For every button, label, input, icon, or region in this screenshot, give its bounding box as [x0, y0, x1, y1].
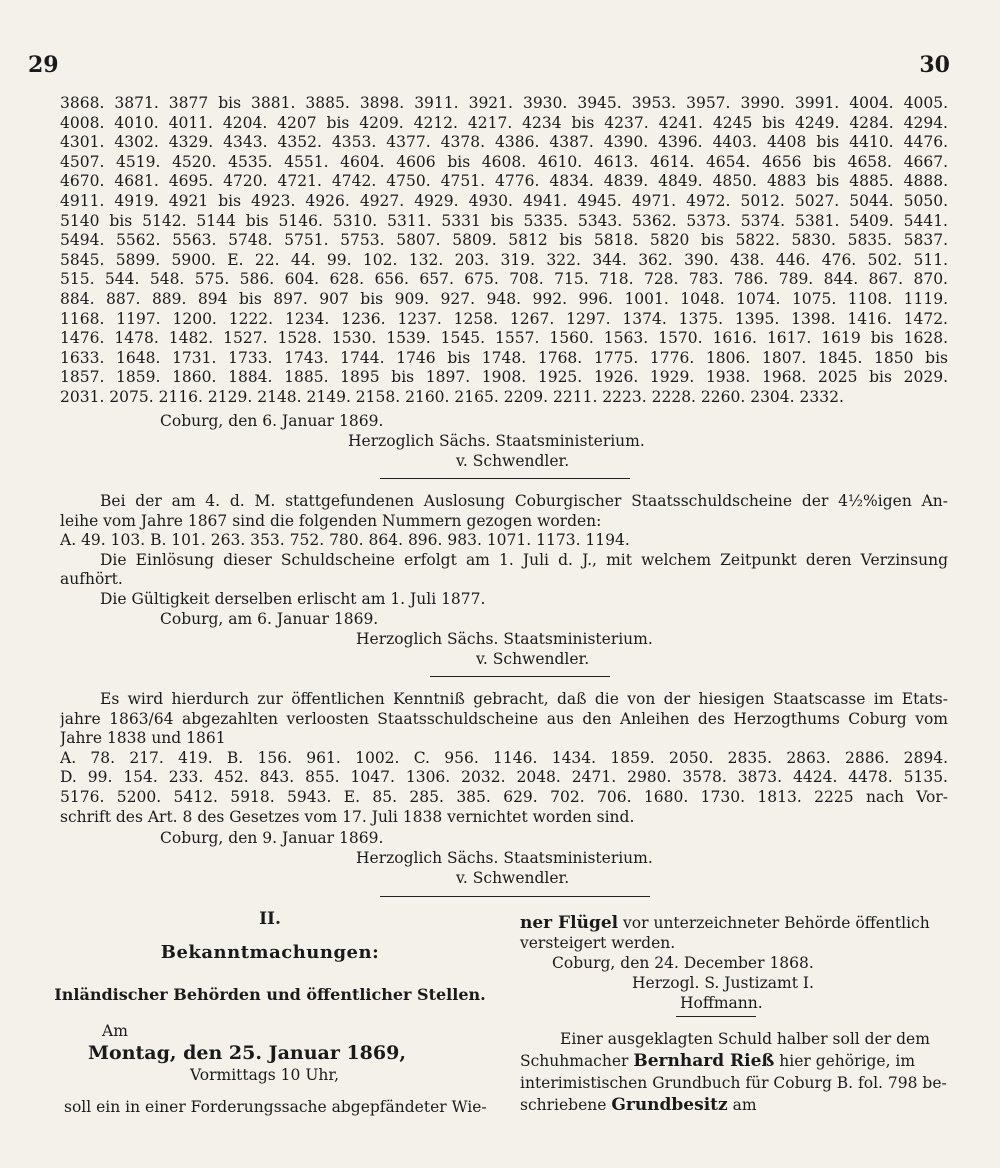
text-line: Die Einlösung dieser Schuldscheine erfolgt am 1. Juli d. J., mit welchem Zeitpunkt deren Verzinsung — [100, 550, 948, 569]
text-line: 884. 887. 889. 894 bis 897. 907 bis 909. 927. 948. 992. 996. 1001. 1048. 1074. 1075. 1108. 1119. — [60, 289, 948, 308]
text-line: 4911. 4919. 4921 bis 4923. 4926. 4927. 4929. 4930. 4941. 4945. 4971. 4972. 5012. 5027. 5044. 5050. — [60, 191, 948, 210]
text-line: A. 49. 103. B. 101. 263. 353. 752. 780. 864. 896. 983. 1071. 1173. 1194. — [60, 531, 630, 550]
page-number-right: 30 — [919, 52, 950, 78]
text-line: 4670. 4681. 4695. 4720. 4721. 4742. 4750. 4751. 4776. 4834. 4839. 4849. 4850. 4883 bis 4885. 4888. — [60, 172, 948, 191]
right-col-signer: Hoffmann. — [680, 994, 763, 1012]
announcement-1867-loan — [60, 492, 948, 610]
text-line: A. 78. 217. 419. B. 156. 961. 1002. C. 956. 1146. 1434. 1859. 2050. 2835. 2863. 2886. 2894. — [60, 748, 948, 767]
right-col-text2-line1: Einer ausgeklagten Schuld halber soll der dem — [560, 1030, 930, 1048]
text-line: 1857. 1859. 1860. 1884. 1885. 1895 bis 1897. 1908. 1925. 1926. 1929. 1938. 1968. 2025 bis 2029. — [60, 368, 948, 387]
text-line: aufhört. — [60, 570, 123, 589]
text-line: Bei der am 4. d. M. stattgefundenen Auslosung Coburgischer Staatsschuldscheine der 4½%igen An- — [100, 492, 948, 510]
text2-line4-a: schriebene — [520, 1096, 612, 1114]
divider — [430, 676, 610, 677]
auction-time: Vormittags 10 Uhr, — [190, 1066, 339, 1084]
text-line: 5494. 5562. 5563. 5748. 5751. 5753. 5807. 5809. 5812 bis 5818. 5820 bis 5822. 5830. 5835. 5837. — [60, 231, 948, 250]
property-word: Grundbesitz — [611, 1095, 728, 1115]
text-line: Es wird hierdurch zur öffentlichen Kenntniß gebracht, daß die von der hiesigen Staatscasse im Etats- — [100, 690, 948, 708]
text-line: jahre 1863/64 abgezahlten verloosten Staatsschuldscheine aus den Anleihen des Herzogthums Coburg vom — [60, 709, 948, 728]
text-line: 5140 bis 5142. 5144 bis 5146. 5310. 5311. 5331 bis 5335. 5343. 5362. 5373. 5374. 5381. 5409. 5441. — [60, 211, 948, 230]
text2-line2-b: hier gehörige, im — [774, 1052, 916, 1070]
right-col-place-date: Coburg, den 24. December 1868. — [552, 954, 814, 972]
text-line: 4008. 4010. 4011. 4204. 4207 bis 4209. 4212. 4217. 4234 bis 4237. 4241. 4245 bis 4249. 4284. 4294. — [60, 113, 948, 132]
text-line: 1633. 1648. 1731. 1733. 1743. 1744. 1746 bis 1748. 1768. 1775. 1776. 1806. 1807. 1845. 1850 bis — [60, 348, 948, 367]
right-col-line1-rest: vor unterzeichneter Behörde öffentlich — [618, 914, 930, 932]
page-number-left: 29 — [28, 52, 59, 78]
text2-line4-b: am — [727, 1096, 757, 1114]
text-line: 3868. 3871. 3877 bis 3881. 3885. 3898. 3911. 3921. 3930. 3945. 3953. 3957. 3990. 3991. 4004. 4005. — [60, 94, 948, 112]
right-col-court: Herzogl. S. Justizamt I. — [632, 974, 814, 992]
block2-signer: v. Schwendler. — [476, 650, 590, 668]
drawn-numbers-list — [60, 94, 948, 408]
text-line: schrift des Art. 8 des Gesetzes vom 17. Juli 1838 vernichtet worden sind. — [60, 807, 635, 826]
divider — [676, 1016, 756, 1017]
block3-ministry: Herzoglich Sächs. Staatsministerium. — [356, 849, 653, 867]
block1-signer: v. Schwendler. — [456, 452, 570, 470]
section-subheading: Inländischer Behörden und öffentlicher Stellen. — [54, 985, 486, 1004]
text-line: 4507. 4519. 4520. 4535. 4551. 4604. 4606 bis 4608. 4610. 4613. 4614. 4654. 4656 bis 4658. 4667. — [60, 152, 948, 171]
divider — [380, 478, 630, 479]
right-col-text2-line4 — [520, 1096, 757, 1116]
text-line: Die Gültigkeit derselben erlischt am 1. Juli 1877. — [100, 589, 486, 608]
block1-ministry: Herzoglich Sächs. Staatsministerium. — [348, 432, 645, 450]
text-line: 5845. 5899. 5900. E. 22. 44. 99. 102. 132. 203. 319. 322. 344. 362. 390. 438. 446. 476. 502. 511. — [60, 250, 948, 269]
block3-signer: v. Schwendler. — [456, 869, 570, 887]
text-line: 515. 544. 548. 575. 586. 604. 628. 656. 657. 675. 708. 715. 718. 728. 783. 786. 789. 844. 867. 870. — [60, 270, 948, 289]
auction-am: Am — [102, 1022, 128, 1040]
auction-date: Montag, den 25. Januar 1869, — [88, 1042, 406, 1064]
section-number: II. — [259, 909, 281, 929]
auction-text: soll ein in einer Forderungssache abgepfändeter Wie- — [64, 1098, 487, 1116]
right-col-line2: versteigert werden. — [520, 934, 676, 952]
text-line: leihe vom Jahre 1867 sind die folgenden Nummern gezogen worden: — [60, 511, 602, 530]
text-line: 2031. 2075. 2116. 2129. 2148. 2149. 2158. 2160. 2165. 2209. 2211. 2223. 2228. 2260. 2304. 2332. — [60, 387, 844, 406]
text-line: 1476. 1478. 1482. 1527. 1528. 1530. 1539. 1545. 1557. 1560. 1563. 1570. 1616. 1617. 1619 bis 1628. — [60, 329, 948, 348]
block3-place-date: Coburg, den 9. Januar 1869. — [160, 829, 384, 847]
block2-ministry: Herzoglich Sächs. Staatsministerium. — [356, 630, 653, 648]
text-line: Jahre 1838 und 1861 — [60, 729, 226, 748]
debtor-name: Bernhard Rieß — [633, 1051, 775, 1071]
block2-place-date: Coburg, am 6. Januar 1869. — [160, 610, 379, 628]
right-col-line1 — [520, 914, 950, 934]
text-line: 4301. 4302. 4329. 4343. 4352. 4353. 4377. 4378. 4386. 4387. 4390. 4396. 4403. 4408 bis 4410. 4476. — [60, 133, 948, 152]
divider — [380, 896, 650, 897]
text-line: D. 99. 154. 233. 452. 843. 855. 1047. 1306. 2032. 2048. 2471. 2980. 3578. 3873. 4424. 4478. 5135. — [60, 768, 948, 787]
section-heading: Bekanntmachungen: — [160, 942, 380, 963]
right-col-text2-line3: interimistischen Grundbuch für Coburg B. fol. 798 be- — [520, 1074, 947, 1092]
text-line: 5176. 5200. 5412. 5918. 5943. E. 85. 285. 385. 629. 702. 706. 1680. 1730. 1813. 2225 nach Vor- — [60, 787, 948, 806]
text-line: 1168. 1197. 1200. 1222. 1234. 1236. 1237. 1258. 1267. 1297. 1374. 1375. 1395. 1398. 1416. 1472. — [60, 309, 948, 328]
item-piano: ner Flügel — [520, 913, 619, 933]
announcement-destroyed-bonds — [60, 690, 948, 827]
text2-line2-a: Schuhmacher — [520, 1052, 634, 1070]
right-col-text2-line2 — [520, 1052, 915, 1072]
block1-place-date: Coburg, den 6. Januar 1869. — [160, 412, 384, 430]
